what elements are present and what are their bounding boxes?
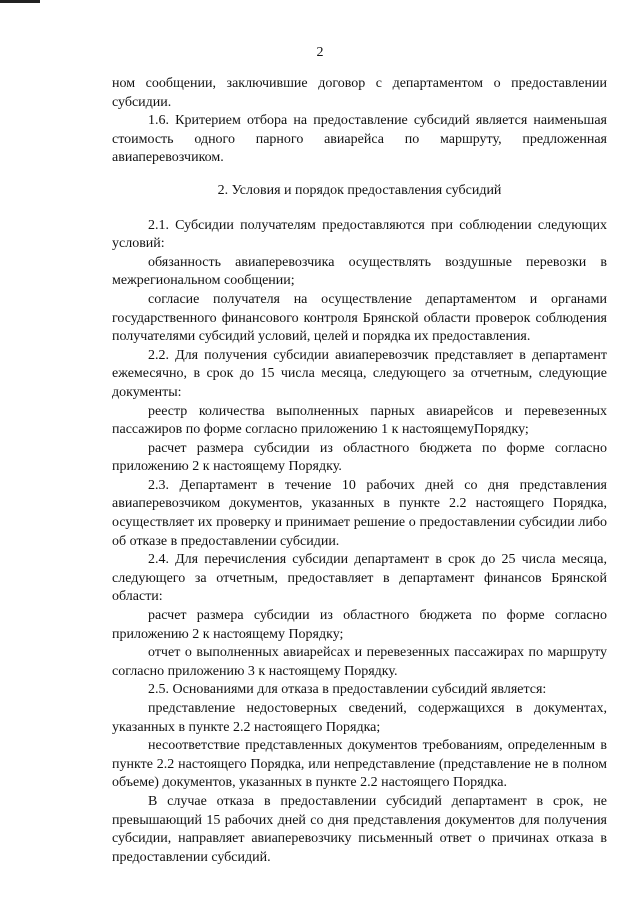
scan-edge-mark xyxy=(0,0,40,3)
list-item-condition-2: согласие получателя на осуществление департаментом и органами государственного финансового контроля Брянской области проверок соблюдения получателями субсидий условий, целей и порядка их предоставления. xyxy=(112,291,607,345)
list-item-finance-1: расчет размера субсидии из областного бюджета по форме согласно приложению 2 к настоящему Порядку; xyxy=(112,608,607,642)
paragraph-1-6: 1.6. Критерием отбора на предоставление субсидий является наименьшая стоимость одного парного авиарейса по маршруту, предложенная авиаперевозчиком. xyxy=(112,113,607,166)
list-item-finance-2: отчет о выполненных авиарейсах и перевезенных пассажирах по маршруту согласно приложению 3 к настоящему Порядку. xyxy=(112,645,607,679)
list-item-document-2: расчет размера субсидии из областного бюджета по форме согласно приложению 2 к настоящему Порядку. xyxy=(112,440,607,475)
document-body xyxy=(112,75,607,867)
section-heading: 2. Условия и порядок предоставления субсидий xyxy=(217,182,502,198)
paragraph-2-4: 2.4. Для перечисления субсидии департамент в срок до 25 числа месяца, следующего за отчетным, предоставляет в департамент финансов Брянской области: xyxy=(112,552,607,605)
paragraph-refusal-notice: В случае отказа в предоставлении субсидий департамент в срок, не превышающий 15 рабочих дней со дня представления документов для получения субсидии, направляет авиаперевозчику письменный ответ о причинах отказа в предоставлении субсидий. xyxy=(112,793,607,865)
paragraph-2-5: 2.5. Основаниями для отказа в предоставлении субсидий является: xyxy=(148,682,547,698)
paragraph-2-2: 2.2. Для получения субсидии авиаперевозчик представляет в департамент ежемесячно, в срок до 15 числа месяца, следующего за отчетным, следующие документы: xyxy=(112,347,607,400)
paragraph-2-1: 2.1. Субсидии получателям предоставляются при соблюдении следующих условий: xyxy=(112,217,607,252)
list-item-refusal-2: несоответствие представленных документов требованиям, определенным в пункте 2.2 настоящего Порядка, или непредставление (представление не в полном объеме) документов, указанных в пункте 2.2 настоящего Порядка. xyxy=(112,738,607,791)
page-number: 2 xyxy=(316,45,324,60)
paragraph-2-3: 2.3. Департамент в течение 10 рабочих дней со дня представления авиаперевозчиком документов, указанных в пункте 2.2 настоящего Порядка, осуществляет их проверку и принимает решение о предоставлении субсидии либо об отказе в предоставлении субсидии. xyxy=(112,477,607,549)
list-item-document-1: реестр количества выполненных парных авиарейсов и перевезенных пассажиров по форме согласно приложению 1 к настоящемуПорядку; xyxy=(112,403,607,438)
list-item-refusal-1: представление недостоверных сведений, содержащихся в документах, указанных в пункте 2.2 настоящего Порядка; xyxy=(112,701,607,735)
list-item-condition-1: обязанность авиаперевозчика осуществлять воздушные перевозки в межрегиональном сообщении; xyxy=(112,254,607,289)
continued-paragraph: ном сообщении, заключившие договор с департаментом о предоставлении субсидии. xyxy=(112,76,607,110)
